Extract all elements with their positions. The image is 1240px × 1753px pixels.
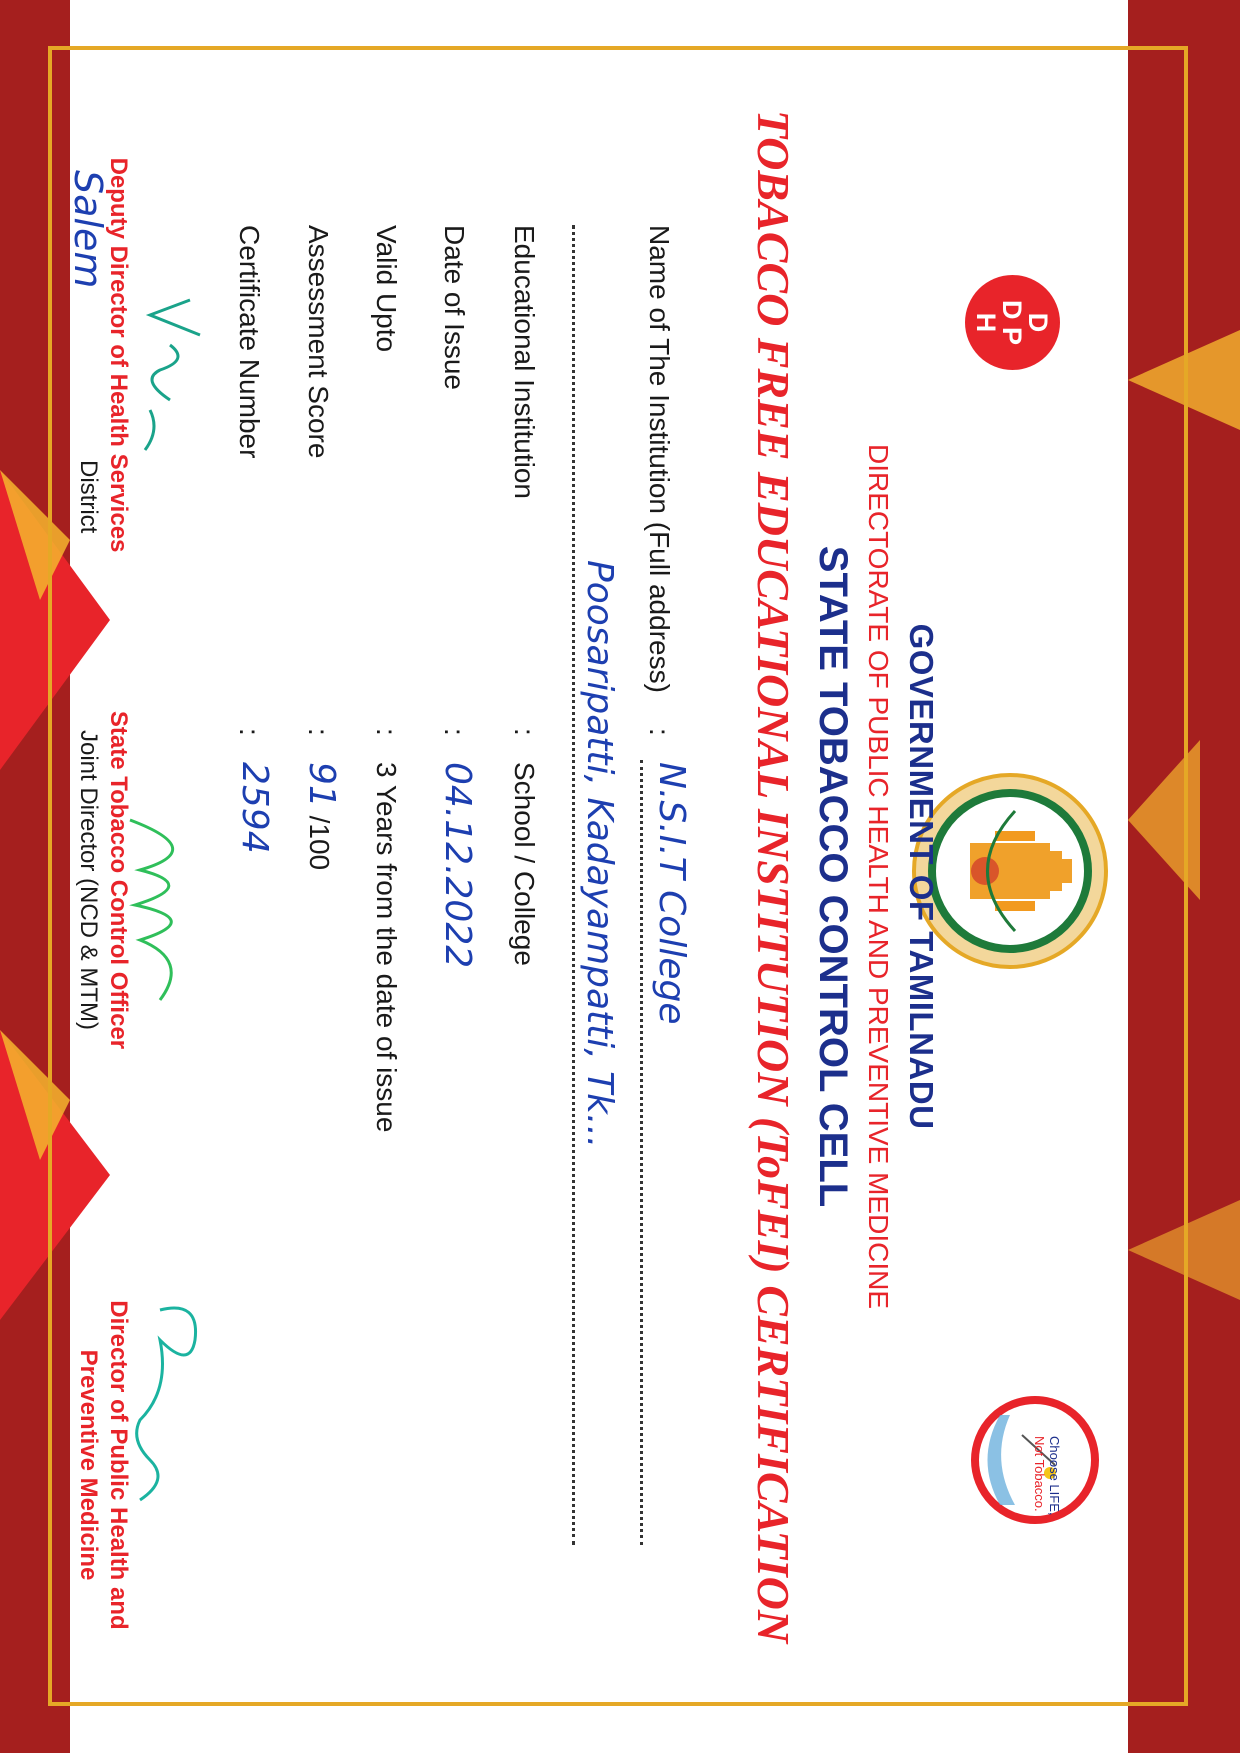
issue-label: Date of Issue (439, 225, 470, 390)
choose-life-text (1032, 1436, 1062, 1516)
valid-label: Valid Upto (371, 225, 402, 353)
name-dotted-line (640, 760, 643, 1545)
middle-signatory-subtitle: Joint Director (NCD & MTM) (75, 729, 102, 1030)
cell-heading: STATE TOBACCO CONTROL CELL (811, 545, 855, 1208)
dph-logo-line: H (971, 312, 1002, 333)
dph-logo-line: D (1023, 312, 1054, 333)
certificate-number-label: Certificate Number (234, 225, 265, 459)
name-value: N.S.I.T College (651, 762, 692, 1025)
dph-logo (965, 275, 1060, 370)
left-signatory-title: Deputy Director of Health Services (105, 157, 132, 553)
left-signatory-place: Salem (66, 170, 110, 289)
field-colon: : (234, 728, 265, 736)
right-signatory-title-line2: Preventive Medicine (75, 1349, 102, 1581)
right-signatory-title-line1: Director of Public Health and (105, 1300, 132, 1630)
type-label: Educational Institution (509, 225, 540, 499)
middle-signatory-title: State Tobacco Control Officer (105, 710, 132, 1050)
right-signature (120, 1290, 220, 1510)
tamilnadu-emblem (910, 771, 1110, 971)
field-colon: : (303, 728, 334, 736)
address-value: Poosaripatti, Kadayampatti, Tk... (579, 560, 620, 1149)
score-value: 91 (301, 762, 342, 808)
certificate-title: TOBACCO FREE EDUCATIONAL INSTITUTION (ToFEI) CERTIFICATION (748, 109, 799, 1644)
address-dotted-line (572, 225, 575, 1545)
left-signature (130, 290, 210, 460)
not-tobacco-line: Not Tobacco. (1032, 1436, 1047, 1512)
field-colon: : (509, 728, 540, 736)
issue-value: 04.12.2022 (437, 762, 478, 969)
certificate-number-value: 2594 (234, 762, 275, 854)
name-label: Name of The Institution (Full address) (644, 225, 675, 693)
valid-value: 3 Years from the date of issue (371, 762, 402, 1133)
score-suffix: /100 (304, 807, 335, 871)
directorate-heading: DIRECTORATE OF PUBLIC HEALTH AND PREVENTIVE MEDICINE (863, 443, 894, 1310)
field-colon: : (439, 728, 470, 736)
field-colon: : (644, 728, 675, 736)
left-signatory-district: District (75, 460, 102, 534)
choose-life-line: Choose LIFE, (1047, 1436, 1062, 1516)
dph-logo-line: D P (997, 299, 1028, 345)
field-colon: : (371, 728, 402, 736)
government-heading: GOVERNMENT OF TAMILNADU (903, 623, 940, 1130)
type-value: School / College (509, 762, 540, 966)
score-value-group (301, 762, 342, 870)
score-label: Assessment Score (303, 225, 334, 459)
